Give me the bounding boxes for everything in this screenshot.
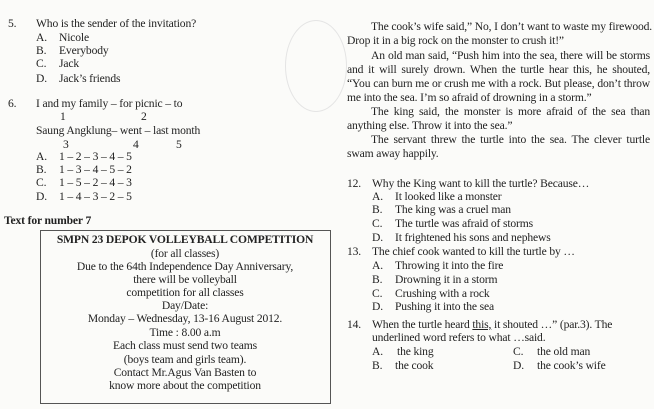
option-text: the old man bbox=[537, 345, 591, 358]
option-text: the cook’s wife bbox=[537, 359, 606, 372]
option-letter: B. bbox=[36, 163, 47, 176]
word-number: 5 bbox=[176, 138, 182, 151]
option-letter: A. bbox=[372, 259, 383, 272]
story-line: The cook’s wife said,” No, I don’t want to waste my firewood. bbox=[371, 20, 653, 33]
question-text-pre: When the turtle heard bbox=[372, 318, 473, 331]
section-heading: Text for number 7 bbox=[4, 214, 92, 227]
option-letter: C. bbox=[36, 57, 47, 70]
question-text: Why the King want to kill the turtle? Because… bbox=[372, 177, 590, 190]
story-line: An old man said, “Push him into the sea, there will be storms bbox=[371, 49, 650, 62]
story-line: anything else. Throw it into the sea.” bbox=[347, 119, 513, 132]
bleed-through-seal bbox=[285, 20, 347, 112]
option-letter: A. bbox=[372, 190, 383, 203]
question-text: Who is the sender of the invitation? bbox=[36, 17, 197, 30]
option-text: the king bbox=[397, 345, 434, 358]
option-letter: C. bbox=[513, 345, 524, 358]
announcement-line: Time : 8.00 a.m bbox=[149, 326, 221, 339]
announcement-line: Due to the 64th Independence Day Anniversary, bbox=[76, 260, 294, 273]
option-text: 1 – 2 – 3 – 4 – 5 bbox=[59, 150, 132, 163]
option-text: The turtle was afraid of storms bbox=[395, 217, 533, 230]
question-number: 13. bbox=[347, 245, 362, 258]
option-letter: A. bbox=[372, 345, 383, 358]
option-text: 1 – 4 – 3 – 2 – 5 bbox=[59, 190, 132, 203]
story-line: The servant threw the turtle into the sea. The clever turtle bbox=[371, 133, 650, 146]
option-text: Jack’s friends bbox=[59, 72, 121, 85]
question-text: The chief cook wanted to kill the turtle by … bbox=[372, 245, 575, 258]
option-text: 1 – 3 – 4 – 5 – 2 bbox=[59, 163, 132, 176]
option-text: the cook bbox=[395, 359, 434, 372]
word-number: 1 bbox=[60, 110, 66, 123]
option-letter: B. bbox=[372, 203, 383, 216]
story-line: “You can burn me or crush me with a rock. But please, don’t throw bbox=[347, 77, 650, 90]
question-text: underlined word refers to what …said. bbox=[372, 331, 546, 344]
question-number: 12. bbox=[347, 177, 362, 190]
question-number: 5. bbox=[8, 17, 17, 30]
question-text: Saung Angklung– went – last month bbox=[36, 124, 201, 137]
announcement-line: competition for all classes bbox=[126, 286, 244, 299]
story-line: me into the sea. I’m so afraid of drowning in a storm.” bbox=[347, 91, 592, 104]
question-text: I and my family – for picnic – to bbox=[36, 97, 183, 110]
story-line: The king said, the monster is more afraid of the sea than bbox=[371, 105, 650, 118]
option-text: The king was a cruel man bbox=[395, 203, 511, 216]
option-text: Crushing with a rock bbox=[395, 287, 490, 300]
story-line: Drop it in a big rock on the monster to crush it!” bbox=[347, 34, 564, 47]
word-number: 4 bbox=[133, 138, 139, 151]
option-letter: D. bbox=[36, 190, 47, 203]
word-number: 2 bbox=[141, 110, 147, 123]
option-letter: B. bbox=[372, 359, 383, 372]
underlined-word: this, bbox=[472, 318, 492, 331]
announcement-line: Monday – Wednesday, 13-16 August 2012. bbox=[87, 312, 283, 325]
option-text: Drowning it in a storm bbox=[395, 273, 498, 286]
announcement-line: (for all classes) bbox=[150, 247, 220, 260]
option-letter: B. bbox=[36, 44, 47, 57]
announcement-line: know more about the competition bbox=[109, 379, 261, 392]
option-text: Everybody bbox=[59, 44, 109, 57]
option-letter: B. bbox=[372, 273, 383, 286]
question-text bbox=[372, 318, 650, 331]
option-text: Jack bbox=[59, 57, 80, 70]
word-number: 3 bbox=[63, 138, 69, 151]
announcement-line: Each class must send two teams bbox=[113, 339, 257, 352]
option-letter: C. bbox=[36, 176, 47, 189]
option-letter: C. bbox=[372, 217, 383, 230]
question-text-post: it shouted …” (par.3). The bbox=[491, 318, 613, 331]
option-text: Throwing it into the fire bbox=[395, 259, 504, 272]
announcement-line: Contact Mr.Agus Van Basten to bbox=[113, 366, 257, 379]
option-text: Nicole bbox=[59, 31, 90, 44]
story-line: and it will surely drown. When the turtle hear this, he shouted, bbox=[347, 63, 650, 76]
option-letter: D. bbox=[372, 300, 383, 313]
story-line: swam away happily. bbox=[347, 147, 439, 160]
option-text: It looked like a monster bbox=[395, 190, 502, 203]
option-text: It frightened his sons and nephews bbox=[395, 231, 551, 244]
announcement-line: (boys team and girls team). bbox=[123, 353, 247, 366]
announcement-title: SMPN 23 DEPOK VOLLEYBALL COMPETITION bbox=[56, 233, 314, 246]
announcement-line: Day/Date: bbox=[161, 299, 209, 312]
option-letter: A. bbox=[36, 31, 47, 44]
question-number: 6. bbox=[8, 97, 17, 110]
option-text: 1 – 5 – 2 – 4 – 3 bbox=[59, 176, 132, 189]
question-number: 14. bbox=[347, 318, 362, 331]
announcement-line: there will be volleyball bbox=[133, 273, 237, 286]
option-letter: D. bbox=[36, 72, 47, 85]
option-text: Pushing it into the sea bbox=[395, 300, 494, 313]
option-letter: D. bbox=[513, 359, 524, 372]
option-letter: A. bbox=[36, 150, 47, 163]
option-letter: D. bbox=[372, 231, 383, 244]
option-letter: C. bbox=[372, 287, 383, 300]
